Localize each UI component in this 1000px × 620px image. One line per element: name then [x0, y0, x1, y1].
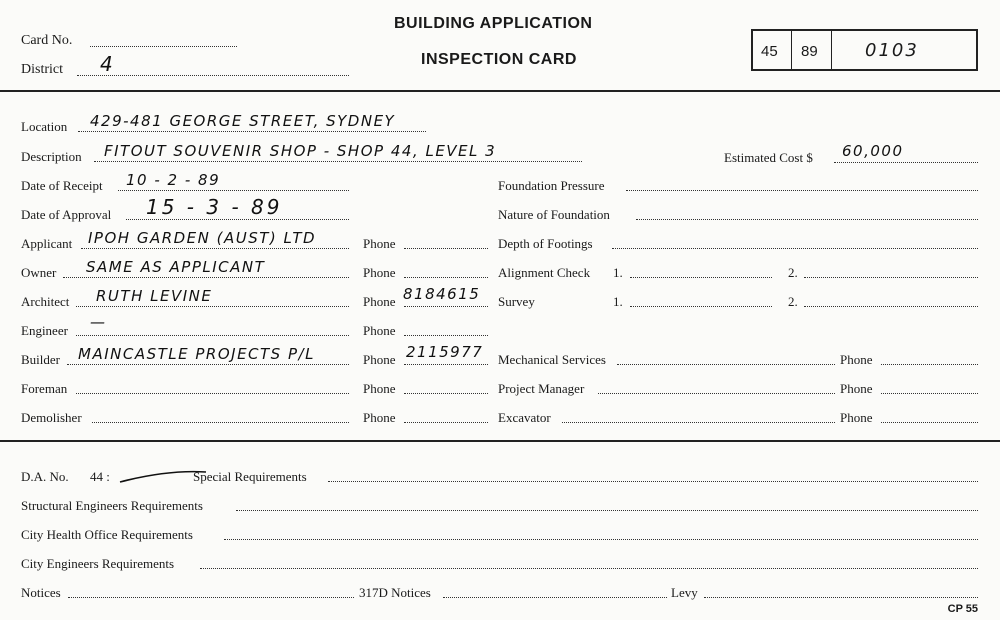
architect-field[interactable] [76, 306, 349, 307]
demolisher-label: Demolisher [21, 410, 82, 425]
applicant-phone-label: Phone [363, 236, 396, 251]
section-divider [0, 440, 1000, 442]
project-manager-label: Project Manager [498, 381, 585, 396]
owner-phone-field[interactable] [404, 277, 488, 278]
location-value: 429-481 GEORGE STREET, SYDNEY [90, 112, 396, 130]
description-label: Description [21, 149, 82, 164]
excavator-phone-field[interactable] [881, 422, 978, 423]
title-line2: INSPECTION CARD [421, 51, 577, 68]
city-health-field[interactable] [224, 539, 978, 540]
structural-engineers-label: Structural Engineers Requirements [21, 498, 203, 513]
owner-label: Owner [21, 265, 57, 280]
survey-label: Survey [498, 294, 535, 309]
architect-phone-field[interactable] [404, 306, 488, 307]
notices-317d-label: 317D Notices [359, 585, 431, 600]
engineer-value: — [90, 313, 107, 331]
nature-of-foundation-field[interactable] [636, 219, 978, 220]
date-of-receipt-label: Date of Receipt [21, 178, 103, 193]
date-of-receipt-value: 10 - 2 - 89 [126, 171, 221, 189]
engineer-field[interactable] [76, 335, 349, 336]
levy-label: Levy [671, 585, 698, 600]
estimated-cost-label: Estimated Cost $ [724, 150, 813, 165]
mechanical-services-label: Mechanical Services [498, 352, 606, 367]
project-manager-field[interactable] [598, 393, 835, 394]
project-manager-phone-field[interactable] [881, 393, 978, 394]
foreman-label: Foreman [21, 381, 68, 396]
mechanical-services-phone-label: Phone [840, 352, 873, 367]
builder-phone-label: Phone [363, 352, 396, 367]
engineer-label: Engineer [21, 323, 68, 338]
location-field[interactable] [78, 131, 426, 132]
mechanical-services-field[interactable] [617, 364, 835, 365]
demolisher-field[interactable] [92, 422, 349, 423]
da-no-value: 44 : [90, 469, 110, 484]
excavator-phone-label: Phone [840, 410, 873, 425]
city-engineers-field[interactable] [200, 568, 978, 569]
owner-field[interactable] [63, 277, 349, 278]
architect-value: RUTH LEVINE [96, 287, 213, 305]
special-requirements-field[interactable] [328, 481, 978, 482]
demolisher-phone-field[interactable] [404, 422, 488, 423]
owner-phone-label: Phone [363, 265, 396, 280]
da-no-label: D.A. No. [21, 469, 69, 484]
architect-label: Architect [21, 294, 70, 309]
date-of-approval-value: 15 - 3 - 89 [146, 195, 283, 219]
mechanical-services-phone-field[interactable] [881, 364, 978, 365]
estimated-cost-field[interactable] [834, 162, 978, 163]
alignment-check-2-label: 2. [788, 265, 798, 280]
district-label: District [21, 62, 63, 77]
description-value: FITOUT SOUVENIR SHOP - SHOP 44, LEVEL 3 [104, 142, 497, 160]
engineer-phone-field[interactable] [404, 335, 488, 336]
notices-317d-field[interactable] [443, 597, 667, 598]
builder-label: Builder [21, 352, 60, 367]
date-of-approval-field[interactable] [126, 219, 349, 220]
architect-phone-value: 8184615 [403, 285, 481, 303]
architect-phone-label: Phone [363, 294, 396, 309]
applicant-value: IPOH GARDEN (AUST) LTD [88, 229, 317, 247]
description-field[interactable] [94, 161, 582, 162]
engineer-phone-label: Phone [363, 323, 396, 338]
foundation-pressure-label: Foundation Pressure [498, 178, 605, 193]
date-of-receipt-field[interactable] [118, 190, 349, 191]
depth-of-footings-field[interactable] [612, 248, 978, 249]
district-field[interactable] [77, 75, 349, 76]
alignment-check-1-label: 1. [613, 265, 623, 280]
foreman-phone-field[interactable] [404, 393, 488, 394]
notices-field[interactable] [68, 597, 354, 598]
district-value: 4 [100, 52, 116, 76]
alignment-check-label: Alignment Check [498, 265, 591, 280]
project-manager-phone-label: Phone [840, 381, 873, 396]
city-engineers-label: City Engineers Requirements [21, 556, 175, 571]
special-requirements-label: Special Requirements [193, 469, 307, 484]
date-of-approval-label: Date of Approval [21, 207, 112, 222]
structural-engineers-field[interactable] [236, 510, 978, 511]
header-divider [0, 90, 1000, 92]
title-line1: BUILDING APPLICATION [394, 15, 593, 32]
location-label: Location [21, 119, 68, 134]
estimated-cost-value: 60,000 [842, 142, 904, 160]
applicant-phone-field[interactable] [404, 248, 488, 249]
form-code: CP 55 [947, 603, 978, 615]
builder-phone-field[interactable] [404, 364, 488, 365]
city-health-label: City Health Office Requirements [21, 527, 193, 542]
alignment-check-1-field[interactable] [630, 277, 772, 278]
ref-part-3: 0103 [865, 40, 919, 61]
alignment-check-2-field[interactable] [804, 277, 978, 278]
demolisher-phone-label: Phone [363, 410, 396, 425]
foreman-phone-label: Phone [363, 381, 396, 396]
foundation-pressure-field[interactable] [626, 190, 978, 191]
excavator-field[interactable] [562, 422, 835, 423]
nature-of-foundation-label: Nature of Foundation [498, 207, 610, 222]
builder-field[interactable] [67, 364, 349, 365]
applicant-label: Applicant [21, 236, 73, 251]
survey-1-field[interactable] [630, 306, 772, 307]
builder-phone-value: 2115977 [406, 343, 484, 361]
survey-2-label: 2. [788, 294, 798, 309]
builder-value: MAINCASTLE PROJECTS P/L [78, 345, 315, 363]
foreman-field[interactable] [76, 393, 349, 394]
ref-part-2: 89 [801, 43, 818, 60]
reference-number-box [751, 29, 978, 71]
card-no-label: Card No. [21, 33, 73, 48]
card-no-field[interactable] [90, 46, 237, 47]
survey-1-label: 1. [613, 294, 623, 309]
applicant-field[interactable] [81, 248, 349, 249]
ref-part-1: 45 [761, 43, 778, 60]
survey-2-field[interactable] [804, 306, 978, 307]
excavator-label: Excavator [498, 410, 551, 425]
depth-of-footings-label: Depth of Footings [498, 236, 593, 251]
levy-field[interactable] [704, 597, 978, 598]
notices-label: Notices [21, 585, 61, 600]
owner-value: SAME AS APPLICANT [86, 258, 266, 276]
